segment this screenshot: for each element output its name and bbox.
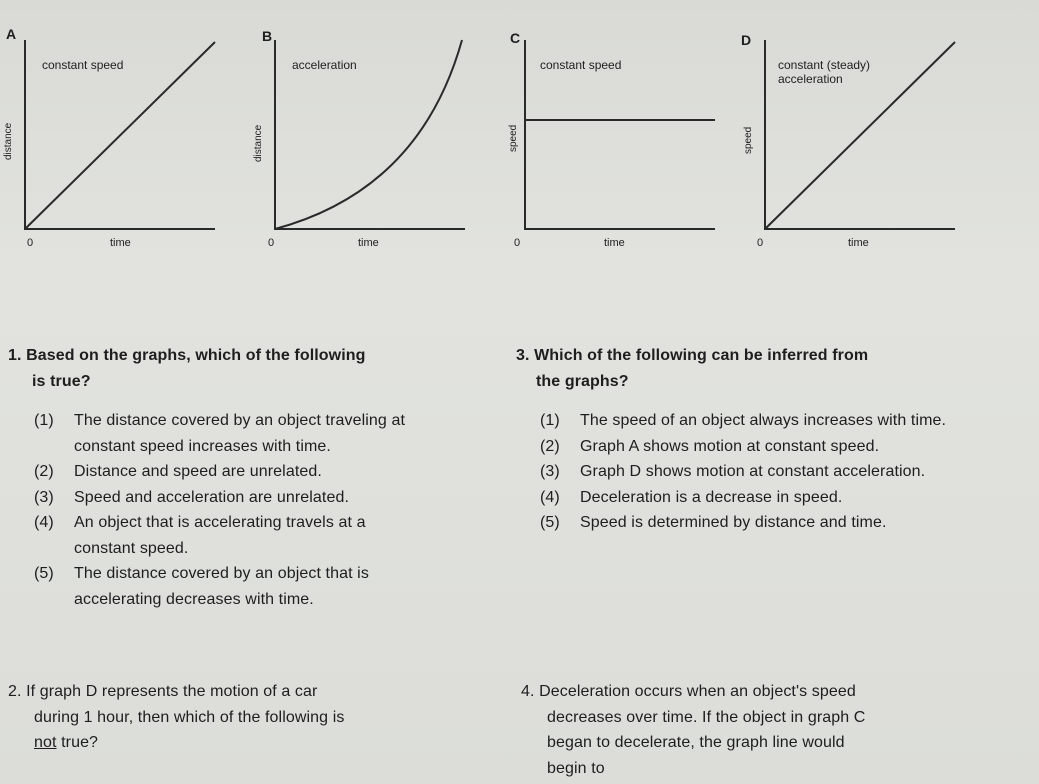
question-2 [8, 679, 478, 756]
question-2-line3: not true? [34, 734, 99, 751]
graph-b-title: acceleration [292, 58, 357, 72]
question-4-line4: begin to [547, 759, 605, 777]
graph-b-origin: 0 [268, 237, 275, 249]
question-3-stem-line2: the graphs? [536, 372, 629, 390]
question-3-stem-line1: 3. Which of the following can be inferred from [516, 347, 869, 364]
graph-b-y-label: distance [253, 124, 264, 162]
question-1-stem-line2: is true? [32, 372, 91, 390]
question-3-option-1: (1) The speed of an object always increases with time. [540, 412, 947, 429]
question-1-stem-line1: 1. Based on the graphs, which of the following [8, 347, 366, 364]
question-3-option-5: (5) Speed is determined by distance and time. [540, 514, 887, 531]
question-3 [516, 343, 996, 536]
graph-b-letter: B [262, 28, 273, 44]
question-4 [521, 679, 1001, 781]
graph-d-title-line1: constant (steady) [778, 58, 871, 72]
question-4-line1: 4. Deceleration occurs when an object's speed [521, 683, 856, 700]
graph-a-origin: 0 [27, 237, 34, 249]
question-2-line2: during 1 hour, then which of the following is [34, 708, 345, 726]
question-4-line2: decreases over time. If the object in graph C [547, 708, 866, 726]
question-1-option-3: (3) Speed and acceleration are unrelated. [34, 488, 350, 506]
graph-c-title: constant speed [540, 58, 622, 72]
question-1-option-2: (2) Distance and speed are unrelated. [34, 463, 322, 480]
graph-b-x-label: time [358, 237, 379, 249]
graph-c-y-label: speed [508, 124, 519, 152]
graph-d-y-label: speed [743, 126, 754, 154]
graph-d-x-label: time [848, 237, 869, 249]
question-1-option-4: (4) An object that is accelerating travels at a constant speed. [34, 514, 366, 557]
graph-a-letter: A [6, 26, 17, 42]
graph-a-y-label: distance [3, 122, 14, 160]
question-4-line3: began to decelerate, the graph line would [547, 734, 845, 751]
question-3-option-2: (2) Graph A shows motion at constant speed. [540, 437, 880, 455]
graph-a-title: constant speed [42, 58, 124, 72]
graph-d-letter: D [741, 32, 752, 48]
graph-c-letter: C [510, 30, 521, 46]
graph-d-origin: 0 [757, 237, 764, 249]
graph-c-origin: 0 [514, 237, 521, 249]
question-3-option-3: (3) Graph D shows motion at constant acceleration. [540, 463, 926, 480]
graph-a-x-label: time [110, 237, 131, 249]
question-1-option-5: (5) The distance covered by an object that is accelerating decreases with time. [34, 565, 369, 608]
question-1-option-1: (1) The distance covered by an object traveling at constant speed increases with time. [34, 412, 406, 455]
question-1 [8, 343, 478, 612]
graph-c-x-label: time [604, 237, 625, 249]
question-2-line1: 2. If graph D represents the motion of a car [8, 683, 318, 700]
question-3-option-4: (4) Deceleration is a decrease in speed. [540, 488, 843, 506]
graph-d-title-line2: acceleration [778, 72, 843, 86]
